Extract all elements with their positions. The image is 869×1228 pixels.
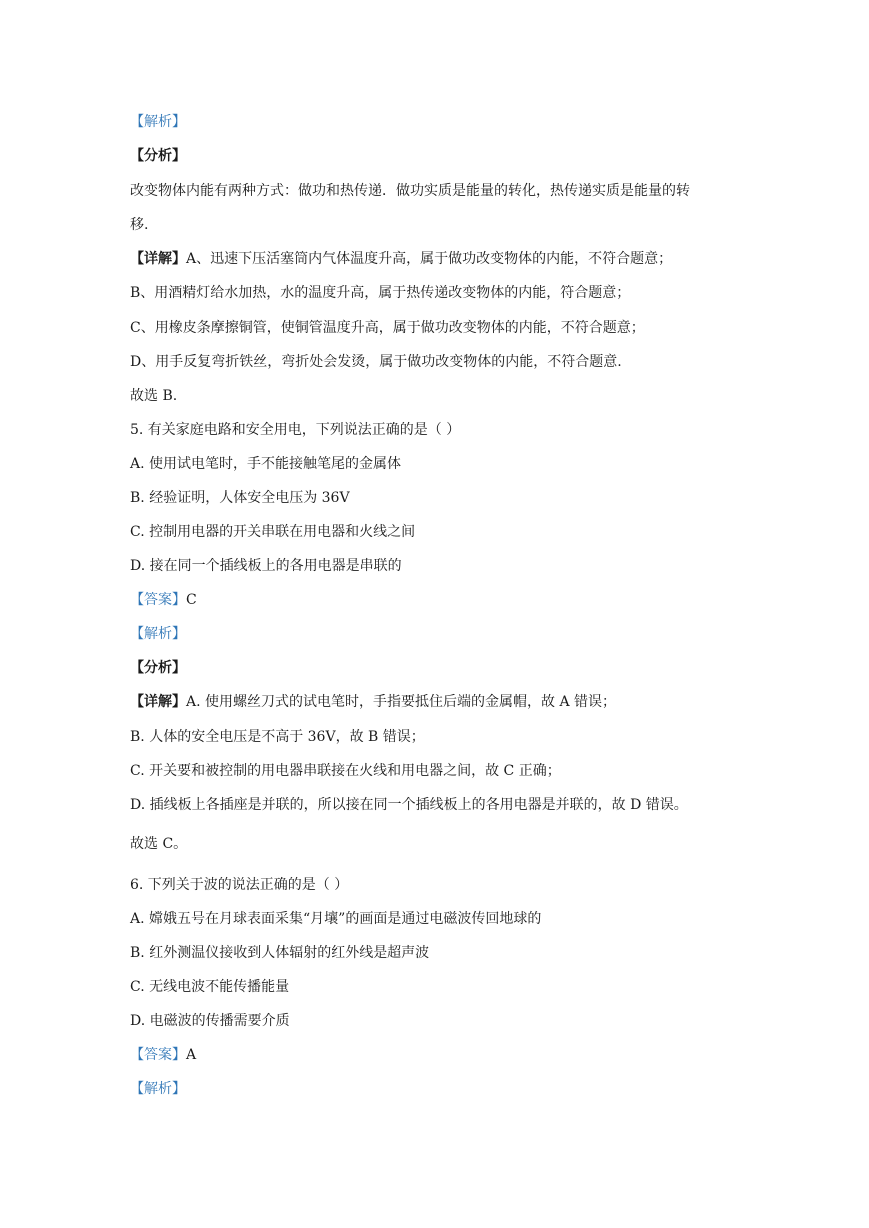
section-fenxi-1 (130, 146, 186, 166)
answer-5: 【答案】C (130, 592, 197, 608)
text-line: C. 开关要和被控制的用电器串联接在火线和用电器之间，故 C 正确； (130, 763, 561, 779)
tag-label: 【详解】 (130, 251, 186, 267)
tag-label: 【分析】 (130, 660, 186, 676)
tag-label: 【解析】 (130, 626, 186, 642)
option-a: A. 使用试电笔时，手不能接触笔尾的金属体 (130, 456, 402, 472)
text-line: 故选 C。 (130, 836, 188, 852)
tag-label: 【答案】 (130, 1047, 186, 1063)
text-line: 移. (130, 217, 149, 233)
section-jiexi-1 (130, 112, 186, 132)
option-c: C. 控制用电器的开关串联在用电器和火线之间 (130, 524, 416, 540)
tag-label: 【答案】 (130, 592, 186, 608)
tag-label: 【解析】 (130, 1081, 186, 1097)
answer-6: 【答案】A (130, 1047, 197, 1063)
text-line: B、用酒精灯给水加热，水的温度升高，属于热传递改变物体的内能，符合题意； (130, 285, 631, 301)
tag-label: 【详解】 (130, 694, 186, 710)
text-line: D、用手反复弯折铁丝，弯折处会发烫，属于做功改变物体的内能，不符合题意. (130, 354, 622, 370)
option-b: B. 经验证明，人体安全电压为 36V (130, 490, 350, 506)
section-fenxi-2 (130, 658, 186, 678)
text-line: D. 插线板上各插座是并联的，所以接在同一个插线板上的各用电器是并联的，故 D 错误。 (130, 797, 688, 813)
question-5: 5. 有关家庭电路和安全用电，下列说法正确的是（ ） (130, 422, 461, 438)
tag-label: 【分析】 (130, 148, 186, 164)
section-xiangjie-2: 【详解】A. 使用螺丝刀式的试电笔时，手指要抵住后端的金属帽，故 A 错误； (130, 694, 617, 710)
option-c: C. 无线电波不能传播能量 (130, 979, 290, 995)
option-d: D. 电磁波的传播需要介质 (130, 1013, 290, 1029)
tag-label: 【解析】 (130, 114, 186, 130)
section-jiexi-2 (130, 624, 186, 644)
question-6: 6. 下列关于波的说法正确的是（ ） (130, 877, 349, 893)
option-b: B. 红外测温仪接收到人体辐射的红外线是超声波 (130, 945, 430, 961)
section-jiexi-3 (130, 1079, 186, 1099)
text-line: C、用橡皮条摩擦铜管，使铜管温度升高，属于做功改变物体的内能，不符合题意； (130, 320, 645, 336)
option-d: D. 接在同一个插线板上的各用电器是串联的 (130, 558, 402, 574)
text-line: B. 人体的安全电压是不高于 36V，故 B 错误； (130, 729, 425, 745)
option-a: A. 嫦娥五号在月球表面采集“月壤”的画面是通过电磁波传回地球的 (130, 911, 542, 927)
section-xiangjie-1: 【详解】A、迅速下压活塞筒内气体温度升高，属于做功改变物体的内能，不符合题意； (130, 251, 673, 267)
text-line: 故选 B. (130, 388, 178, 404)
text-line: 改变物体内能有两种方式：做功和热传递．做功实质是能量的转化，热传递实质是能量的转 (130, 183, 690, 199)
